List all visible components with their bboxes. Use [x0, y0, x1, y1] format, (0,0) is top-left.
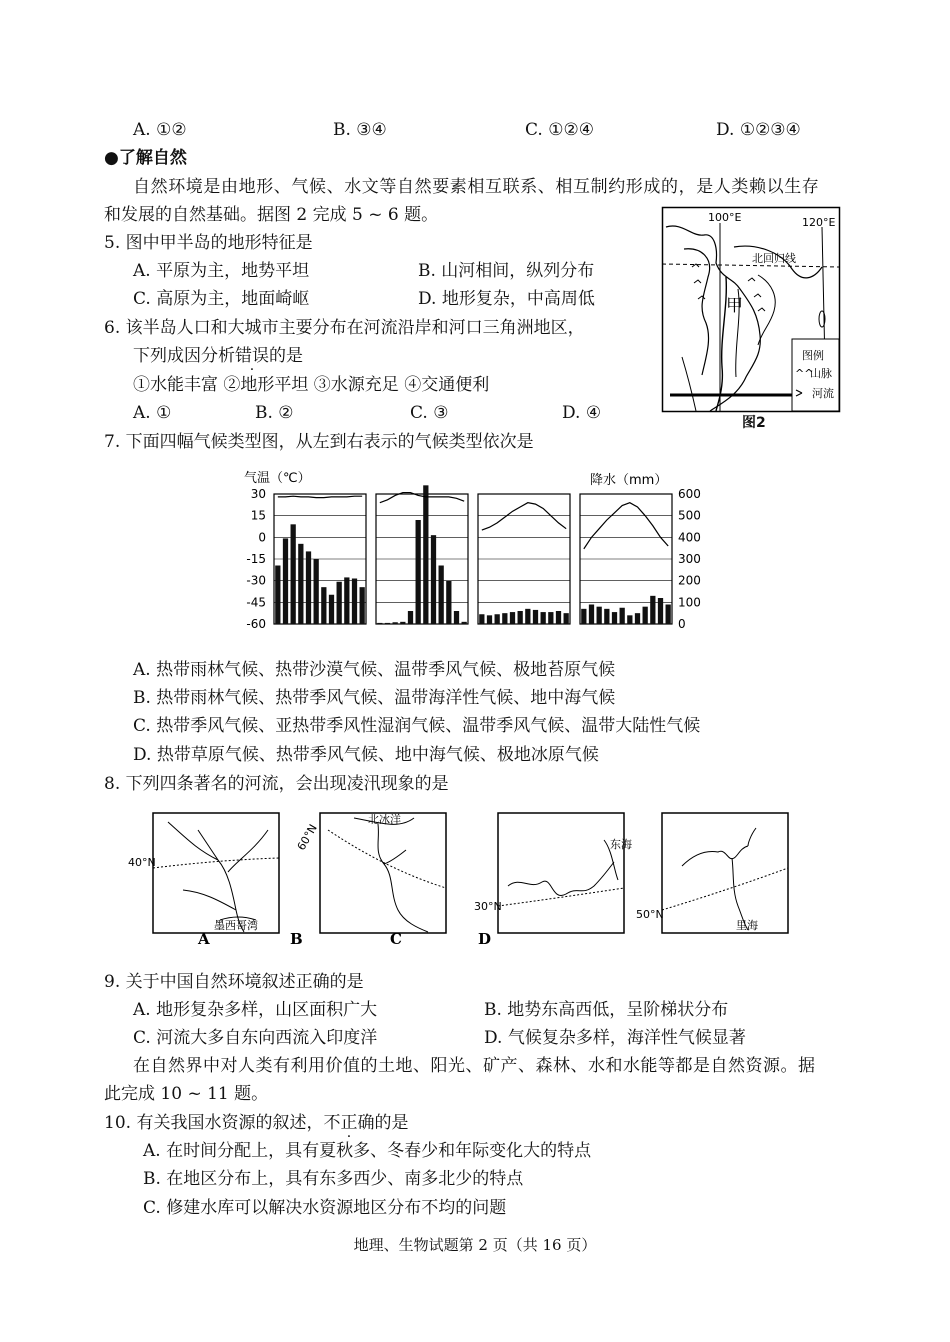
q10-option-c: C. 修建水库可以解决水资源地区分布不均的问题 — [143, 1198, 507, 1218]
panel-4-precip-bar — [620, 608, 625, 624]
panel-4-precip-bar — [658, 598, 663, 624]
map-a-label: 墨西哥湾 — [214, 919, 258, 932]
temp-tick: 0 — [258, 530, 266, 545]
panel-1-precip-bar — [275, 566, 280, 625]
section-bullet: ● — [104, 148, 119, 168]
q10-option-b: B. 在地区分布上，具有东多西少、南多北少的特点 — [143, 1169, 524, 1189]
q6-option-d: D. ④ — [562, 403, 602, 423]
map-a-lat: 40°N — [128, 856, 156, 869]
map-c-lat: 30°N — [474, 900, 502, 913]
panel-1-precip-bar — [329, 595, 334, 624]
panel-1-precip-bar — [337, 582, 342, 624]
temp-tick: 30 — [250, 487, 266, 501]
map2-peninsula-label: 甲 — [726, 296, 743, 316]
panel-2-precip-bar — [385, 623, 390, 624]
panel-1-precip-bar — [291, 524, 296, 624]
panel-2-precip-bar — [416, 520, 421, 624]
panel-3-precip-bar — [541, 612, 546, 624]
section-title: 了解自然 — [118, 148, 187, 168]
temp-tick: 15 — [250, 508, 266, 523]
river-map-d — [636, 813, 788, 933]
panel-1-precip-bar — [283, 538, 288, 624]
panel-3-precip-bar — [548, 612, 553, 624]
q7-option-b: B. 热带雨林气候、热带季风气候、温带海洋性气候、地中海气候 — [133, 688, 616, 708]
q6-items: ①水能丰富 ②地形平坦 ③水源充足 ④交通便利 — [133, 375, 490, 395]
intro1-line2: 和发展的自然基础。据图 2 完成 5 ~ 6 题。 — [104, 205, 439, 225]
q9-option-d: D. 气候复杂多样，海洋性气候显著 — [484, 1028, 746, 1048]
panel-3-precip-bar — [525, 609, 530, 624]
q10-stem: 10. 有关我国水资源的叙述，不正确的是 — [104, 1113, 409, 1133]
q9-option-c: C. 河流大多自东向西流入印度洋 — [133, 1028, 378, 1048]
panel-2-precip-bar — [393, 622, 398, 624]
panel-1-precip-bar — [298, 544, 303, 624]
temp-tick: -60 — [246, 617, 266, 631]
q5-option-b: B. 山河相间，纵列分布 — [418, 261, 595, 281]
panel-2-precip-bar — [439, 566, 444, 625]
precip-tick: 100 — [678, 595, 701, 610]
panel-4-precip-bar — [635, 613, 640, 624]
panel-3-precip-bar — [556, 611, 561, 624]
q7-stem: 7. 下面四幅气候类型图，从左到右表示的气候类型依次是 — [104, 432, 534, 452]
map2-legend-mountain: 山脉 — [810, 367, 832, 380]
q6-emphasis: 错误 — [235, 346, 269, 366]
panel-1-precip-bar — [352, 579, 357, 625]
map2-lon2: 120°E — [802, 216, 836, 229]
q4-option-b: B. ③④ — [333, 120, 387, 140]
panel-2-precip-bar — [377, 623, 382, 624]
q6-option-b: B. ② — [255, 403, 294, 423]
panel-3-precip-bar — [479, 614, 484, 624]
q5-stem: 5. 图中甲半岛的地形特征是 — [104, 233, 313, 253]
q6-option-c: C. ③ — [410, 403, 449, 423]
panel-2-precip-bar — [446, 581, 451, 624]
page-footer: 地理、生物试题第 2 页（共 16 页） — [353, 1236, 597, 1254]
panel-4-precip-bar — [650, 596, 655, 624]
q5-option-a: A. 平原为主，地势平坦 — [133, 261, 310, 281]
panel-4-precip-bar — [589, 605, 594, 625]
river-map-a — [128, 813, 279, 933]
intro1-line1: 自然环境是由地形、气候、水文等自然要素相互联系、相互制约形成的，是人类赖以生存 — [133, 177, 820, 197]
q4-option-c: C. ①②④ — [525, 120, 594, 140]
q9-option-b: B. 地势东高西低，呈阶梯状分布 — [484, 1000, 729, 1020]
panel-2-precip-bar — [462, 622, 467, 624]
panel-2-precip-bar — [454, 611, 459, 624]
q7-option-a: A. 热带雨林气候、热带沙漠气候、温带季风气候、极地苔原气候 — [133, 660, 616, 680]
q10-emphasis: 不正确 — [323, 1113, 375, 1133]
panel-2-precip-bar — [423, 485, 428, 624]
panel-1-precip-bar — [306, 551, 311, 624]
right-axis-label: 降水（mm） — [590, 473, 668, 488]
precip-tick: 200 — [678, 573, 701, 588]
panel-4-precip-bar — [597, 607, 602, 624]
panel-4-precip-bar — [666, 605, 671, 625]
precip-tick: 500 — [678, 508, 701, 523]
precip-tick: 300 — [678, 552, 701, 566]
map-letter-b: B — [290, 930, 303, 948]
precip-tick: 0 — [678, 617, 686, 631]
q10-option-a: A. 在时间分配上，具有夏秋多、冬春少和年际变化大的特点 — [143, 1141, 592, 1161]
map-letter-c: C — [390, 930, 402, 948]
map2-legend-title: 图例 — [802, 349, 824, 362]
climate-charts — [230, 464, 710, 644]
panel-3-precip-bar — [564, 613, 569, 624]
intro2-line2: 此完成 10 ~ 11 题。 — [104, 1084, 269, 1104]
map2-caption: 图2 — [742, 415, 766, 431]
map-letter-d: D — [478, 930, 492, 948]
panel-2-precip-bar — [408, 611, 413, 624]
panel-4-precip-bar — [612, 612, 617, 624]
q9-stem: 9. 关于中国自然环境叙述正确的是 — [104, 972, 364, 992]
panel-2-precip-bar — [431, 535, 436, 624]
figure-2-map — [662, 207, 840, 412]
q4-option-d: D. ①②③④ — [716, 120, 801, 140]
map2-lon1: 100°E — [708, 211, 742, 224]
precip-tick: 400 — [678, 530, 701, 545]
panel-2-precip-bar — [400, 622, 405, 624]
q6-stem-line1: 6. 该半岛人口和大城市主要分布在河流沿岸和河口三角洲地区， — [104, 318, 585, 338]
panel-4-precip-bar — [581, 609, 586, 624]
panel-3-precip-bar — [518, 611, 523, 624]
map-letter-a: A — [198, 930, 210, 948]
panel-1-precip-bar — [344, 577, 349, 624]
q7-option-c: C. 热带季风气候、亚热带季风性湿润气候、温带季风气候、温带大陆性气候 — [133, 716, 701, 736]
temp-tick: -45 — [246, 595, 266, 610]
panel-3-precip-bar — [502, 613, 507, 624]
river-maps — [128, 810, 838, 948]
map-d-lat: 50°N — [636, 908, 664, 921]
section-heading — [104, 146, 187, 170]
map-b-lat: 60°N — [294, 822, 320, 853]
river-map-b — [295, 812, 446, 933]
q8-stem: 8. 下列四条著名的河流，会出现凌汛现象的是 — [104, 774, 449, 794]
panel-1-precip-bar — [321, 587, 326, 624]
map-c-label: 东海 — [610, 838, 632, 851]
panel-4-precip-bar — [604, 609, 609, 624]
temp-tick: -30 — [246, 573, 266, 588]
panel-3-precip-bar — [533, 610, 538, 624]
panel-3-precip-bar — [487, 615, 492, 624]
q5-option-d: D. 地形复杂，中高周低 — [418, 289, 595, 309]
left-axis-label: 气温（℃） — [244, 471, 311, 486]
q6-option-a: A. ① — [133, 403, 172, 423]
map2-legend-river: 河流 — [812, 387, 834, 400]
temp-tick: -15 — [246, 552, 266, 566]
river-map-c — [474, 813, 632, 933]
panel-3-precip-bar — [510, 612, 515, 624]
precip-tick: 600 — [678, 487, 701, 501]
panel-4-precip-bar — [627, 615, 632, 624]
panel-1-precip-bar — [360, 587, 365, 624]
panel-1-precip-bar — [314, 559, 319, 624]
map2-tropic: 北回归线 — [752, 252, 796, 265]
map-d-label: 里海 — [736, 919, 758, 932]
map2-legend-mountain-icon: ^^ — [795, 367, 814, 380]
q7-option-d: D. 热带草原气候、热带季风气候、地中海气候、极地冰原气候 — [133, 745, 599, 765]
q9-option-a: A. 地形复杂多样，山区面积广大 — [133, 1000, 378, 1020]
panel-4-precip-bar — [643, 607, 648, 624]
q6-stem-line2: 下列成因分析错误的是 — [133, 346, 303, 366]
intro2-line1: 在自然界中对人类有利用价值的土地、阳光、矿产、森林、水和水能等都是自然资源。据 — [133, 1056, 816, 1076]
map-b-label: 北冰洋 — [368, 813, 401, 826]
q4-option-a: A. ①② — [133, 120, 187, 140]
q5-option-c: C. 高原为主，地面崎岖 — [133, 289, 310, 309]
panel-3-precip-bar — [495, 614, 500, 624]
